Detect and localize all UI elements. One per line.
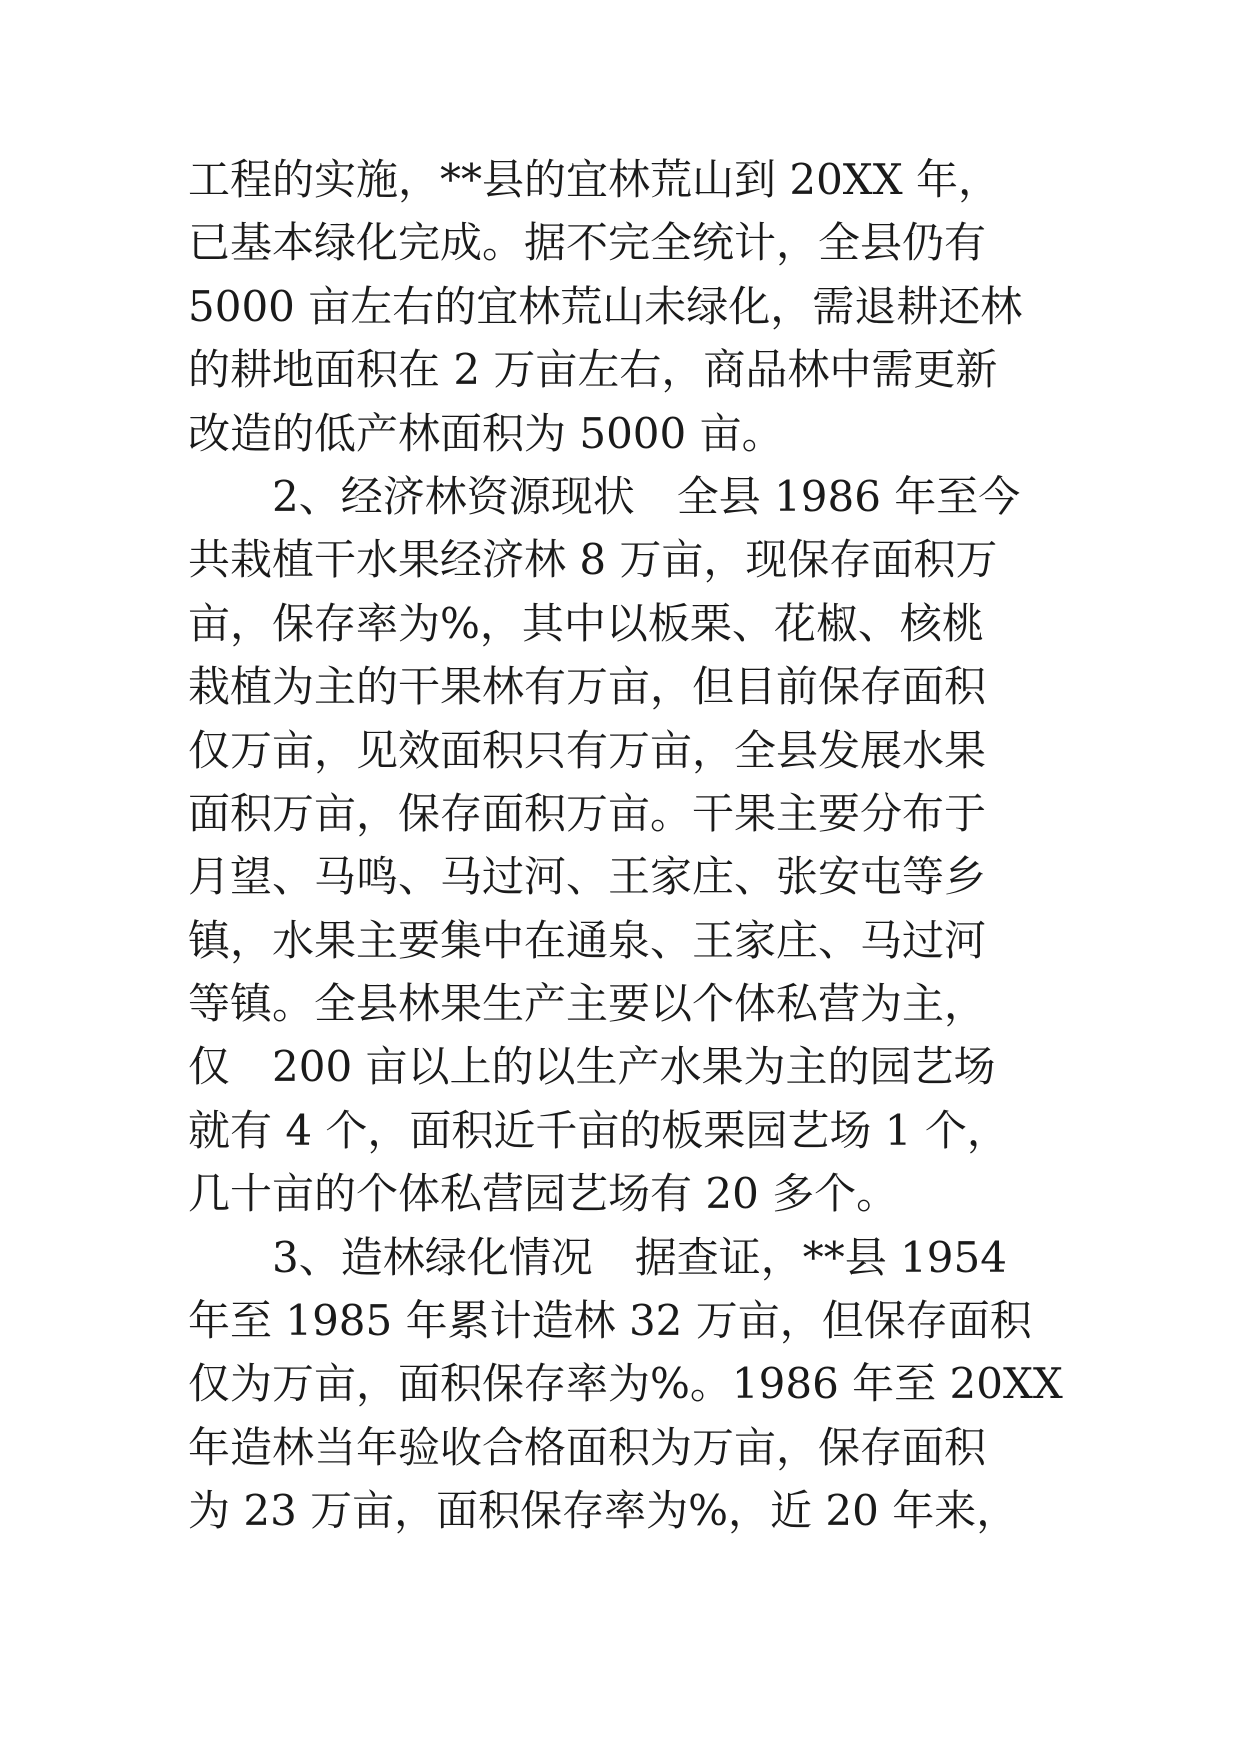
text-line: 共栽植干水果经济林 8 万亩，现保存面积万	[188, 535, 998, 585]
text-line: 为 23 万亩，面积保存率为%，近 20 年来，	[188, 1486, 1019, 1536]
text-line: 仅万亩，见效面积只有万亩，全县发展水果	[188, 725, 987, 775]
text-line: 的耕地面积在 2 万亩左右，商品林中需更新	[188, 345, 998, 395]
text-line: 5000 亩左右的宜林荒山未绿化，需退耕还林	[188, 281, 1023, 331]
section-2-heading-line: 2、经济林资源现状 全县 1986 年至今	[188, 471, 1021, 521]
text-line: 面积万亩，保存面积万亩。干果主要分布于	[188, 788, 987, 838]
text-line: 仅为万亩，面积保存率为%。1986 年至 20XX	[188, 1359, 1063, 1409]
text-line: 工程的实施，**县的宜林荒山到 20XX 年，	[188, 155, 1000, 204]
text-line: 已基本绿化完成。据不完全统计，全县仍有	[188, 218, 987, 268]
text-line: 仅 200 亩以上的以生产水果为主的园艺场	[188, 1042, 996, 1092]
text-line: 几十亩的个体私营园艺场有 20 多个。	[188, 1169, 899, 1219]
text-line: 年造林当年验收合格面积为万亩，保存面积	[188, 1422, 987, 1472]
text-line: 年至 1985 年累计造林 32 万亩，但保存面积	[188, 1296, 1032, 1346]
text-line: 改造的低产林面积为 5000 亩。	[188, 408, 784, 458]
body-text	[188, 148, 1068, 1543]
text-line: 等镇。全县林果生产主要以个体私营为主，	[188, 979, 987, 1029]
text-line: 亩，保存率为%，其中以板栗、花椒、核桃	[188, 598, 984, 648]
text-line: 就有 4 个，面积近千亩的板栗园艺场 1 个，	[188, 1105, 1009, 1155]
text-line: 镇，水果主要集中在通泉、王家庄、马过河	[188, 915, 987, 965]
text-line: 栽植为主的干果林有万亩，但目前保存面积	[188, 662, 987, 712]
text-line: 月望、马鸣、马过河、王家庄、张安屯等乡	[188, 852, 987, 902]
section-3-heading-line: 3、造林绿化情况 据查证，**县 1954	[188, 1232, 1007, 1282]
